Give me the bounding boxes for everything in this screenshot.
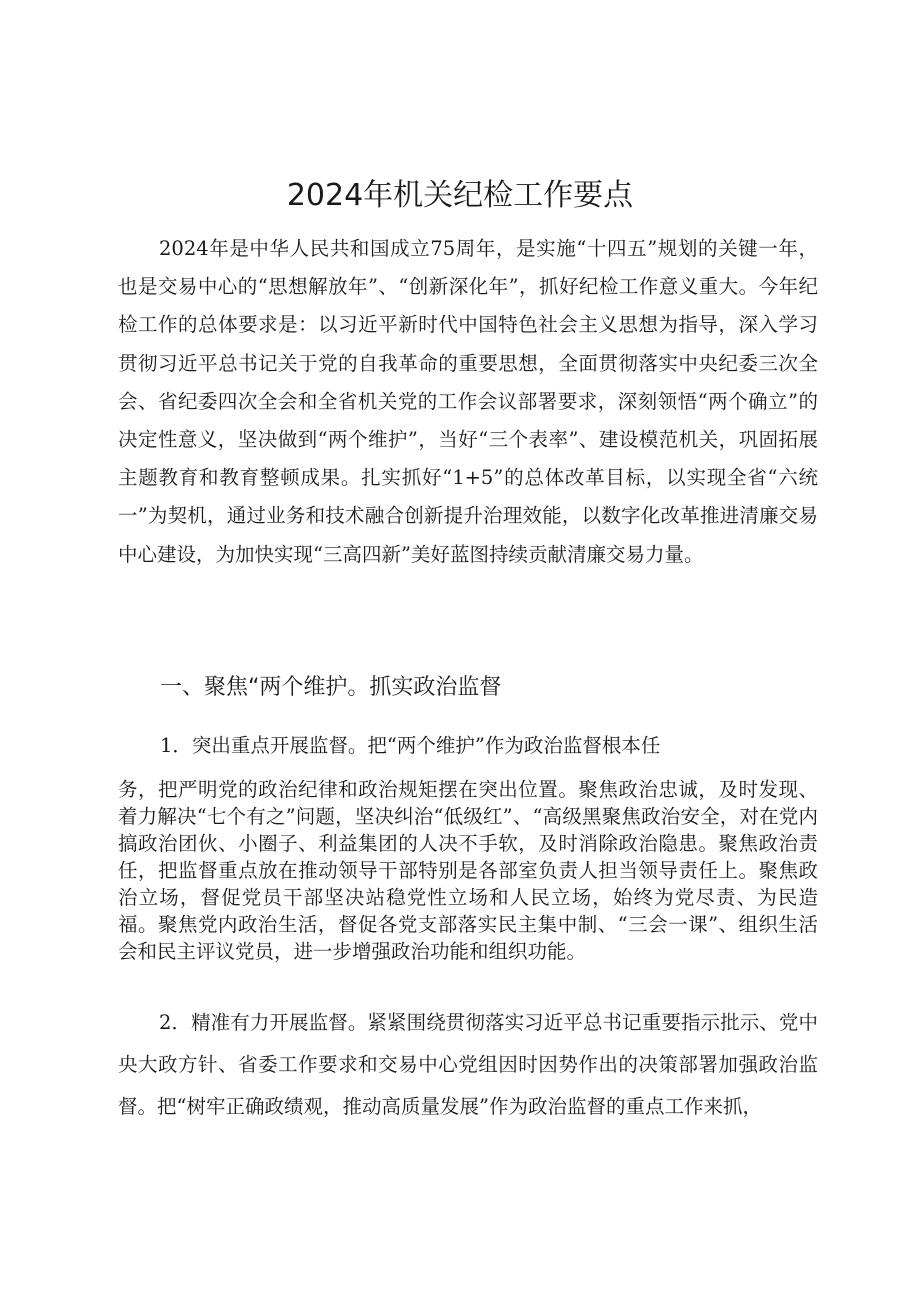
item-1-lead: 1．突出重点开展监督。把“两个维护”作为政治监督根本任 bbox=[160, 734, 661, 757]
intro-paragraph: 2024年是中华人民共和国成立75周年，是实施“十四五”规划的关键一年，也是交易中心的“思想解放年”、“创新深化年”，抓好纪检工作意义重大。今年纪检工作的总体要求是：以习近平新时代中国特色社会主义思想为指导，深入学习贯彻习近平总书记关于党的自我革命的重要思想，全面贯彻落实中央纪委三次全会、省纪委四次全会和全省机关党的工作会议部署要求，深刻领悟“两个确立”的决定性意义，坚决做到“两个维护”，当好“三个表率”、建设模范机关，巩固拓展主题教育和教育整顿成果。扎实抓好“1+5”的总体改革目标，以实现全省“六统一”为契机，通过业务和技术融合创新提升治理效能，以数字化改革推进清廉交易中心建设，为加快实现“三高四新”美好蓝图持续贡献清廉交易力量。 bbox=[118, 237, 818, 566]
document-title: 2024年机关纪检工作要点 bbox=[286, 178, 634, 213]
section-heading: 一、聚焦“两个维护。抓实政治监督 bbox=[160, 675, 502, 700]
item-1-body: 务，把严明党的政治纪律和政治规矩摆在突出位置。聚焦政治忠诚，及时发现、着力解决“七个有之”问题，坚决纠治“低级红”、“高级黑聚焦政治安全，对在党内搞政治团伙、小圈子、利益集团的人决不手软，及时消除政治隐患。聚焦政治责任，把监督重点放在推动领导干部特别是各部室负责人担当领导责任上。聚焦政治立场，督促党员干部坚决站稳党性立场和人民立场，始终为党尽责、为民造福。聚焦党内政治生活，督促各党支部落实民主集中制、“三会一课”、组织生活会和民主评议党员，进一步增强政治功能和组织功能。 bbox=[118, 778, 818, 963]
item-2-paragraph: 2．精准有力开展监督。紧紧围绕贯彻落实习近平总书记重要指示批示、党中央大政方针、省委工作要求和交易中心党组因时因势作出的决策部署加强政治监督。把“树牢正确政绩观，推动高质量发展”作为政治监督的重点工作来抓， bbox=[118, 1011, 818, 1118]
